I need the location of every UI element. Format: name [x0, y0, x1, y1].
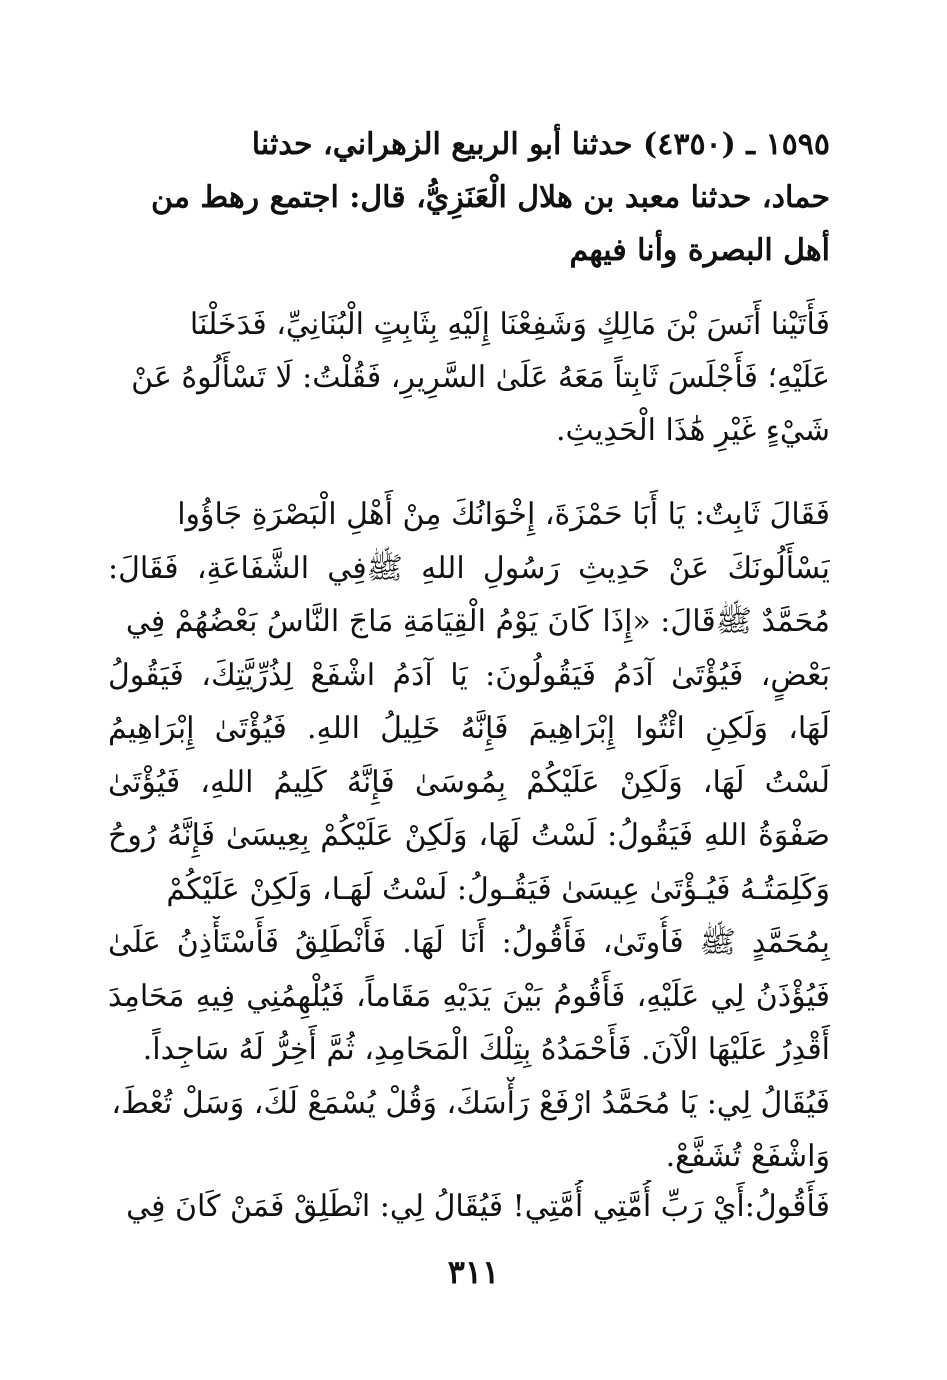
text-line: أهل البصرة وأنا فيهم [569, 233, 830, 268]
text-line: مُحَمَّدٌ ﷺقَالَ: «إِذَا كَانَ يَوْمُ الْقِيَامَةِ مَاجَ النَّاسُ بَعْضُهُمْ فِي [125, 604, 830, 639]
text-line: عَلَيْهِ؛ فَأَجْلَسَ ثَابِتاً مَعَهُ عَلَىٰ السَّرِيرِ، فَقُلْتُ: لَا تَسْأَلُوهُ عَنْ [131, 360, 830, 395]
text-line: بَعْضٍ، فَيُؤْتَىٰ آدَمُ فَيَقُولُونَ: يَا آدَمُ اشْفَعْ لِذُرِّيَّتِكَ، فَيَقُولُ [108, 657, 830, 693]
text-line: بِمُحَمَّدٍ ﷺ فَأُوتَىٰ، فَأَقُولُ: أَنَا لَهَا. فَأَنْطَلِقُ فَأَسْتَأْذِنُ عَلَىٰ [108, 925, 830, 960]
text-line: فَأَتَيْنا أَنَسَ بْنَ مَالِكٍ وَشَفِعْنَا إِلَيْهِ بِثَابِتٍ الْبُنَانِيِّ، فَدَخَلْنَا [189, 307, 830, 342]
hadith-matn-paragraph [108, 488, 830, 1184]
text-line: لَهَا، وَلَكِنِ ائْتُوا إِبْرَاهِيمَ فَإِنَّهُ خَلِيلُ اللهِ. فَيُؤْتَىٰ إِبْرَاهِيمُ [108, 711, 830, 746]
text-line: حماد، حدثنا معبد بن هلال الْعَنَزِيُّ، قال: اجتمع رهط من [151, 180, 830, 215]
text-line: لَسْتُ لَهَا، وَلَكِنْ عَلَيْكُمْ بِمُوسَىٰ فَإِنَّهُ كَلِيمُ اللهِ، فَيُؤْتَىٰ [108, 764, 830, 800]
text-line: أَقْدِرُ عَلَيْهَا الْآنَ. فَأَحْمَدُهُ بِتِلْكَ الْمَحَامِدِ، ثُمَّ أَخِرُّ لَهُ سَاجِداً. [142, 1032, 830, 1067]
text-line: وَاشْفَعْ تُشَفَّعْ. [665, 1139, 830, 1174]
text-line: صَفْوَةُ اللهِ فَيَقُولُ: لَسْتُ لَهَا، وَلَكِنْ عَلَيْكُمْ بِعِيسَىٰ فَإِنَّهُ رُوحُ [108, 818, 830, 853]
hadith-isnad-paragraph [108, 118, 830, 277]
text-line: فَأَقُولُ:أَيْ رَبِّ أُمَّتِي أُمَّتِي! فَيُقَالُ لِي: انْطَلِقْ فَمَنْ كَانَ فِي [126, 1189, 830, 1224]
text-line: ١٥٩٥ ـ (٤٣٥٠) حدثنا أبو الربيع الزهراني، حدثنا [251, 127, 830, 162]
hadith-paragraph-2 [108, 298, 830, 457]
page-number: ٣١١ [447, 1253, 500, 1291]
text-line: فَيُقَالُ لِي: يَا مُحَمَّدُ ارْفَعْ رَأْسَكَ، وَقُلْ يُسْمَعْ لَكَ، وَسَلْ تُعْطَ، [111, 1085, 830, 1121]
text-line: شَيْءٍ غَيْرِ هَٰذَا الْحَدِيثِ. [556, 413, 830, 448]
text-line: وَكَلِمَتُـهُ فَيُـؤْتَىٰ عِيسَىٰ فَيَقُـولُ: لَسْتُ لَهَـا، وَلَكِنْ عَلَيْكُمْ [166, 871, 830, 907]
hadith-paragraph-4 [108, 1180, 830, 1233]
text-line: يَسْأَلُونَكَ عَنْ حَدِيثِ رَسُولِ اللهِ ﷺفِي الشَّفَاعَةِ، فَقَالَ: [108, 550, 830, 586]
text-line: فَقَالَ ثَابِتٌ: يَا أَبَا حَمْزَةَ، إِخْوَانُكَ مِنْ أَهْلِ الْبَصْرَةِ جَاؤُوا [177, 497, 830, 532]
text-line: فَيُؤْذَنُ لِي عَلَيْهِ، فَأَقُومُ بَيْنَ يَدَيْهِ مَقَاماً، فَيُلْهِمُنِي فِيهِ مَحَامِدَ [108, 978, 830, 1014]
